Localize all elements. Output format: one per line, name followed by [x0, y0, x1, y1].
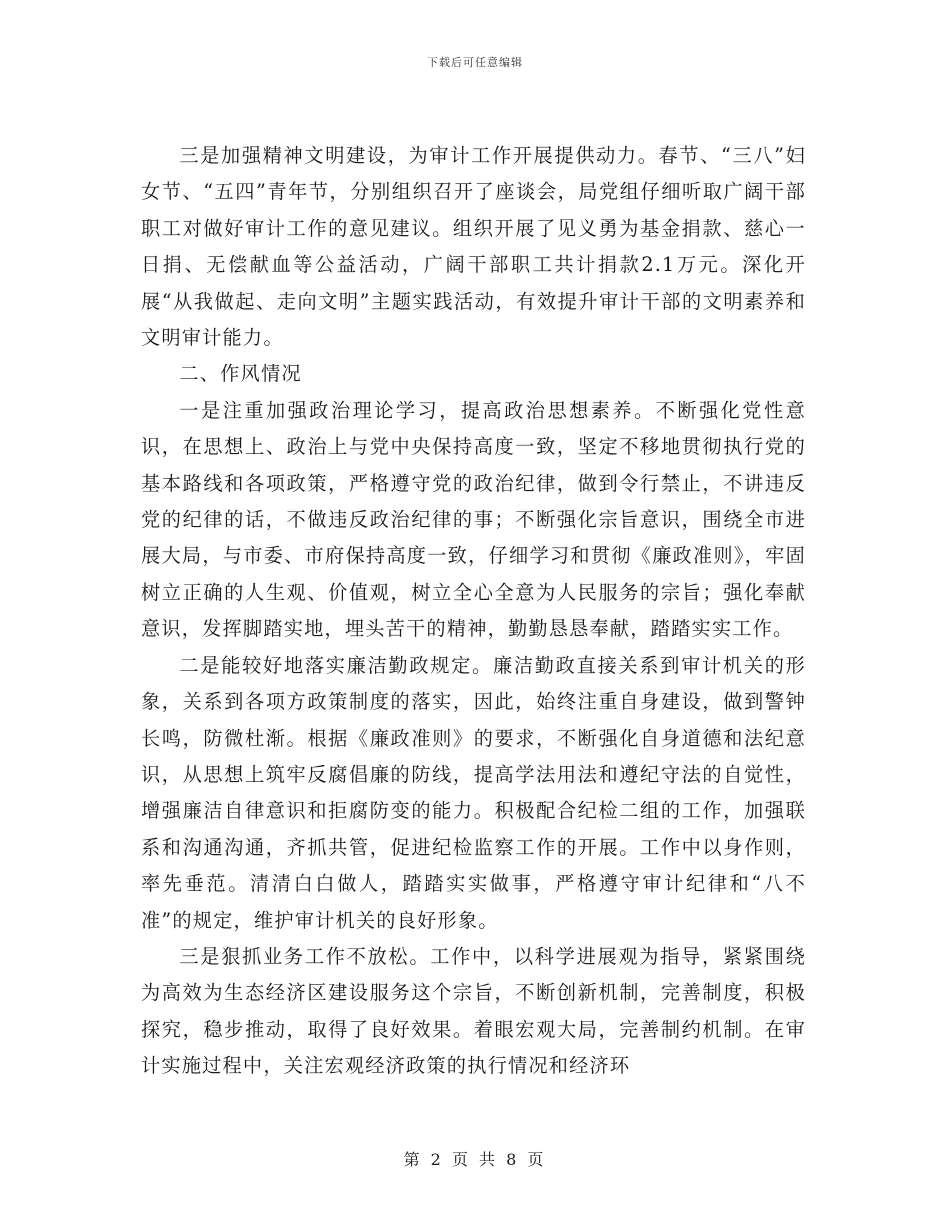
paragraph-integrity-rules: 二是能较好地落实廉洁勤政规定。廉洁勤政直接关系到审计机关的形象，关系到各项方政策制度的落实，因此，始终注重自身建设，做到警钟长鸣，防微杜渐。根据《廉政准则》的要求，不断强化自身道德和法纪意识，从思想上筑牢反腐倡廉的防线，提高学法用法和遵纪守法的自觉性，增强廉洁自律意识和拒腐防变的能力。积极配合纪检二组的工作，加强联系和沟通沟通，齐抓共管，促进纪检监察工作的开展。工作中以身作则，率先垂范。清清白白做人，踏踏实实做事，严格遵守审计纪律和“八不准”的规定，维护审计机关的良好形象。 — [141, 653, 806, 932]
page-header-note: 下载后可任意编辑 — [427, 56, 523, 69]
document-body — [141, 138, 806, 1085]
paragraph-spiritual-civilization: 三是加强精神文明建设，为审计工作开展提供动力。春节、“三八”妇女节、“五四”青年节，分别组织召开了座谈会，局党组仔细听取广阔干部职工对做好审计工作的意见建议。组织开展了见义勇为基金捐款、慈心一日捐、无偿献血等公益活动，广阔干部职工共计捐款2.1万元。深化开展“从我做起、走向文明”主题实践活动，有效提升审计干部的文明素养和文明审计能力。 — [141, 144, 806, 350]
paragraph-political-study: 一是注重加强政治理论学习，提高政治思想素养。不断强化党性意识，在思想上、政治上与党中央保持高度一致，坚定不移地贯彻执行党的基本路线和各项政策，严格遵守党的政治纪律，做到令行禁止，不讲违反党的纪律的话，不做违反政治纪律的事；不断强化宗旨意识，围绕全市进展大局，与市委、市府保持高度一致，仔细学习和贯彻《廉政准则》，牢固树立正确的人生观、价值观，树立全心全意为人民服务的宗旨；强化奉献意识，发挥脚踏实地，埋头苦干的精神，勤勤恳恳奉献，踏踏实实工作。 — [141, 398, 806, 641]
paragraph-business-work: 三是狠抓业务工作不放松。工作中，以科学进展观为指导，紧紧围绕为高效为生态经济区建设服务这个宗旨，不断创新机制，完善制度，积极探究，稳步推动，取得了良好效果。着眼宏观大局，完善制约机制。在审计实施过程中，关注宏观经济政策的执行情况和经济环 — [141, 944, 806, 1078]
section-heading-work-style: 二、作风情况 — [179, 362, 302, 386]
page-number: 第 2 页 共 8 页 — [403, 1150, 547, 1169]
